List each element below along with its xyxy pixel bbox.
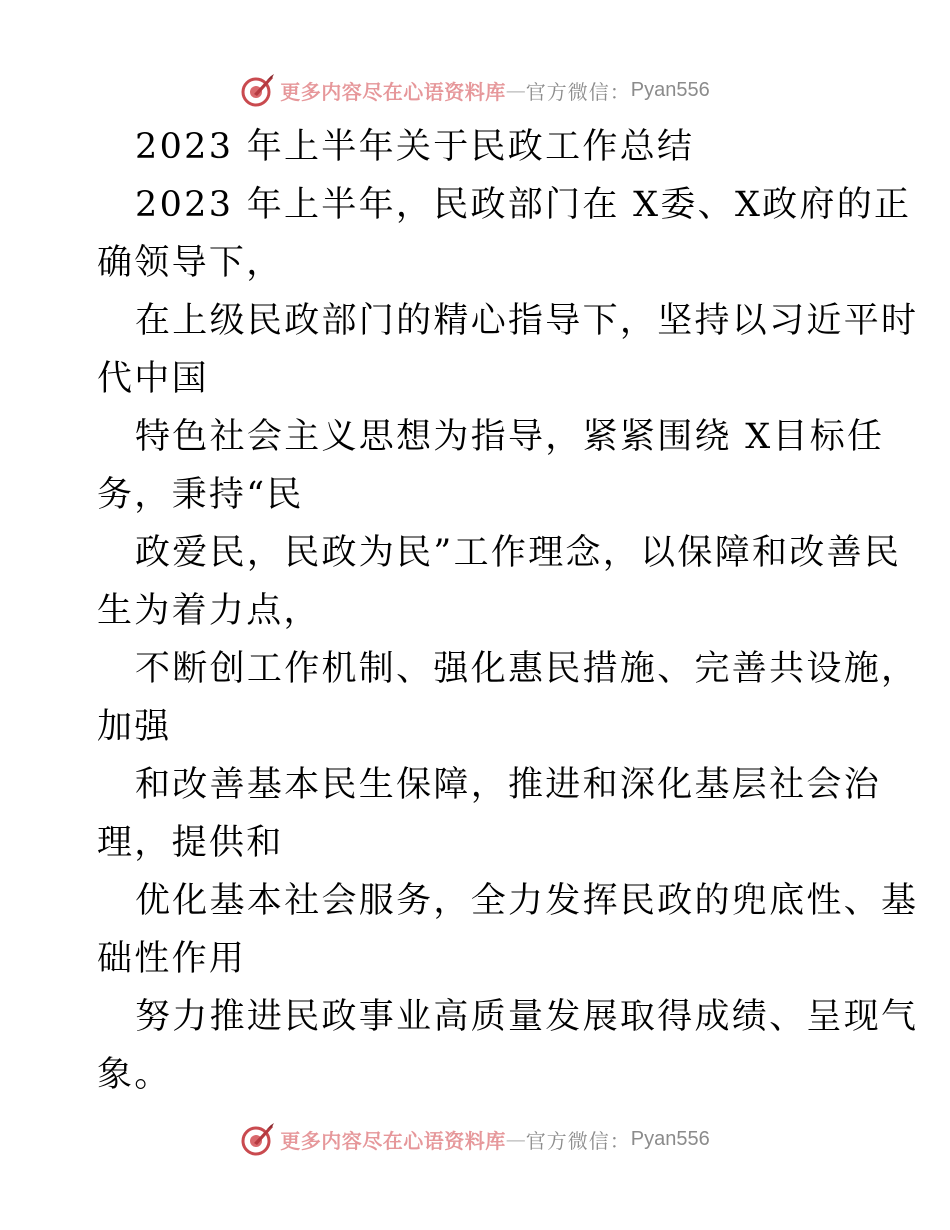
text-line: 和改善基本民生保障，推进和深化基层社会治: [135, 765, 882, 805]
text-line: 特色社会主义思想为指导，紧紧围绕 X目标任: [135, 417, 885, 457]
document-body: [97, 118, 919, 1104]
text-line: 在上级民政部门的精心指导下，坚持以习近平时: [135, 301, 919, 341]
text-line: 不断创工作机制、强化惠民措施、完善共设施，: [135, 649, 919, 689]
text-line: 理，提供和: [97, 823, 284, 863]
banner-dash: —: [505, 1127, 526, 1151]
banner-wechat-id: Pyan556: [630, 78, 710, 101]
quill-pen-logo-icon: [240, 1121, 276, 1157]
banner-wechat-id: Pyan556: [630, 1127, 710, 1150]
document-title: 2023 年上半年关于民政工作总结: [135, 127, 695, 167]
text-line: 础性作用: [97, 939, 247, 979]
banner-main-text: 更多内容尽在心语资料库: [280, 79, 506, 104]
banner-sub-text: 官方微信：: [525, 79, 631, 104]
quill-pen-logo-icon: [240, 72, 276, 108]
text-line: 2023 年上半年，民政部门在 X委、X政府的正: [135, 185, 912, 225]
footer-watermark-banner: [0, 1119, 950, 1159]
text-line: 努力推进民政事业高质量发展取得成绩、呈现气: [135, 997, 919, 1037]
banner-dash: —: [505, 78, 526, 102]
header-watermark-banner: [0, 70, 950, 110]
text-line: 优化基本社会服务，全力发挥民政的兜底性、基: [135, 881, 919, 921]
text-line: 政爱民，民政为民”工作理念，以保障和改善民: [135, 533, 902, 573]
text-line: 生为着力点，: [97, 591, 321, 631]
text-line: 务，秉持“民: [97, 475, 304, 515]
text-line: 代中国: [97, 359, 209, 399]
banner-main-text: 更多内容尽在心语资料库: [280, 1128, 506, 1153]
text-line: 加强: [97, 707, 172, 747]
banner-sub-text: 官方微信：: [525, 1128, 631, 1153]
text-line: 确领导下，: [97, 243, 284, 283]
text-line: 象。: [97, 1055, 172, 1095]
